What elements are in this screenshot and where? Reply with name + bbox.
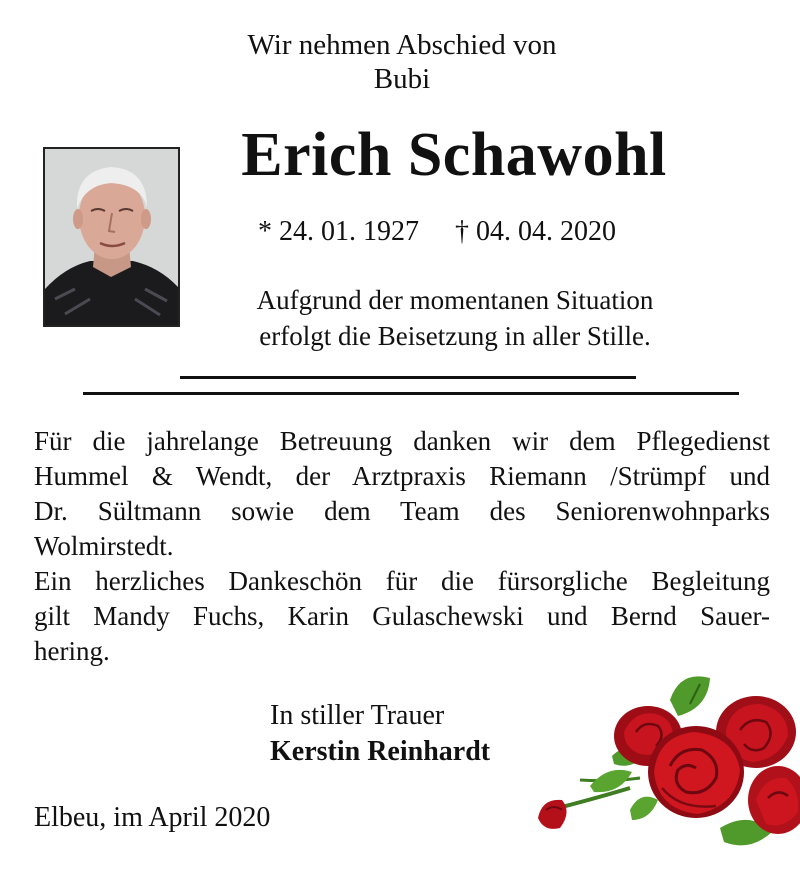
mourner-name: Kerstin Reinhardt [270, 736, 491, 767]
thanks-line: Für die jahrelange Betreuung danken wir dem Pflegedienst [34, 426, 770, 456]
burial-note [190, 282, 720, 354]
farewell-heading: Wir nehmen Abschied von [247, 29, 557, 61]
life-dates [258, 214, 678, 250]
portrait-image [45, 149, 178, 325]
divider-long [83, 392, 739, 395]
thanks-line: Hummel & Wendt, der Arztpraxis Riemann /Strümpf und [34, 461, 770, 491]
nickname: Bubi [373, 63, 431, 95]
thanks-line: hering. [34, 636, 110, 666]
divider-short [180, 376, 636, 379]
thanks-line: Wolmirstedt. [34, 531, 174, 561]
thanks-line: Ein herzliches Dankeschön für die fürsorgliche Begleitung [34, 566, 770, 596]
mourning-phrase: In stiller Trauer [270, 700, 445, 731]
thanks-line: gilt Mandy Fuchs, Karin Gulaschewski und Bernd Sauer- [34, 601, 770, 631]
thanks-line: Dr. Sültmann sowie dem Team des Seniorenwohnparks [34, 496, 770, 526]
burial-note-line: erfolgt die Beisetzung in aller Stille. [259, 321, 651, 351]
death-date: † 04. 04. 2020 [455, 216, 616, 247]
place-and-date: Elbeu, im April 2020 [34, 802, 271, 833]
burial-note-line: Aufgrund der momentanen Situation [256, 285, 654, 315]
deceased-name: Erich Schawohl [241, 121, 667, 189]
birth-date: * 24. 01. 1927 [258, 216, 419, 247]
roses-illustration [520, 660, 800, 869]
portrait-photo [43, 147, 180, 327]
thanks-paragraph [34, 424, 770, 669]
